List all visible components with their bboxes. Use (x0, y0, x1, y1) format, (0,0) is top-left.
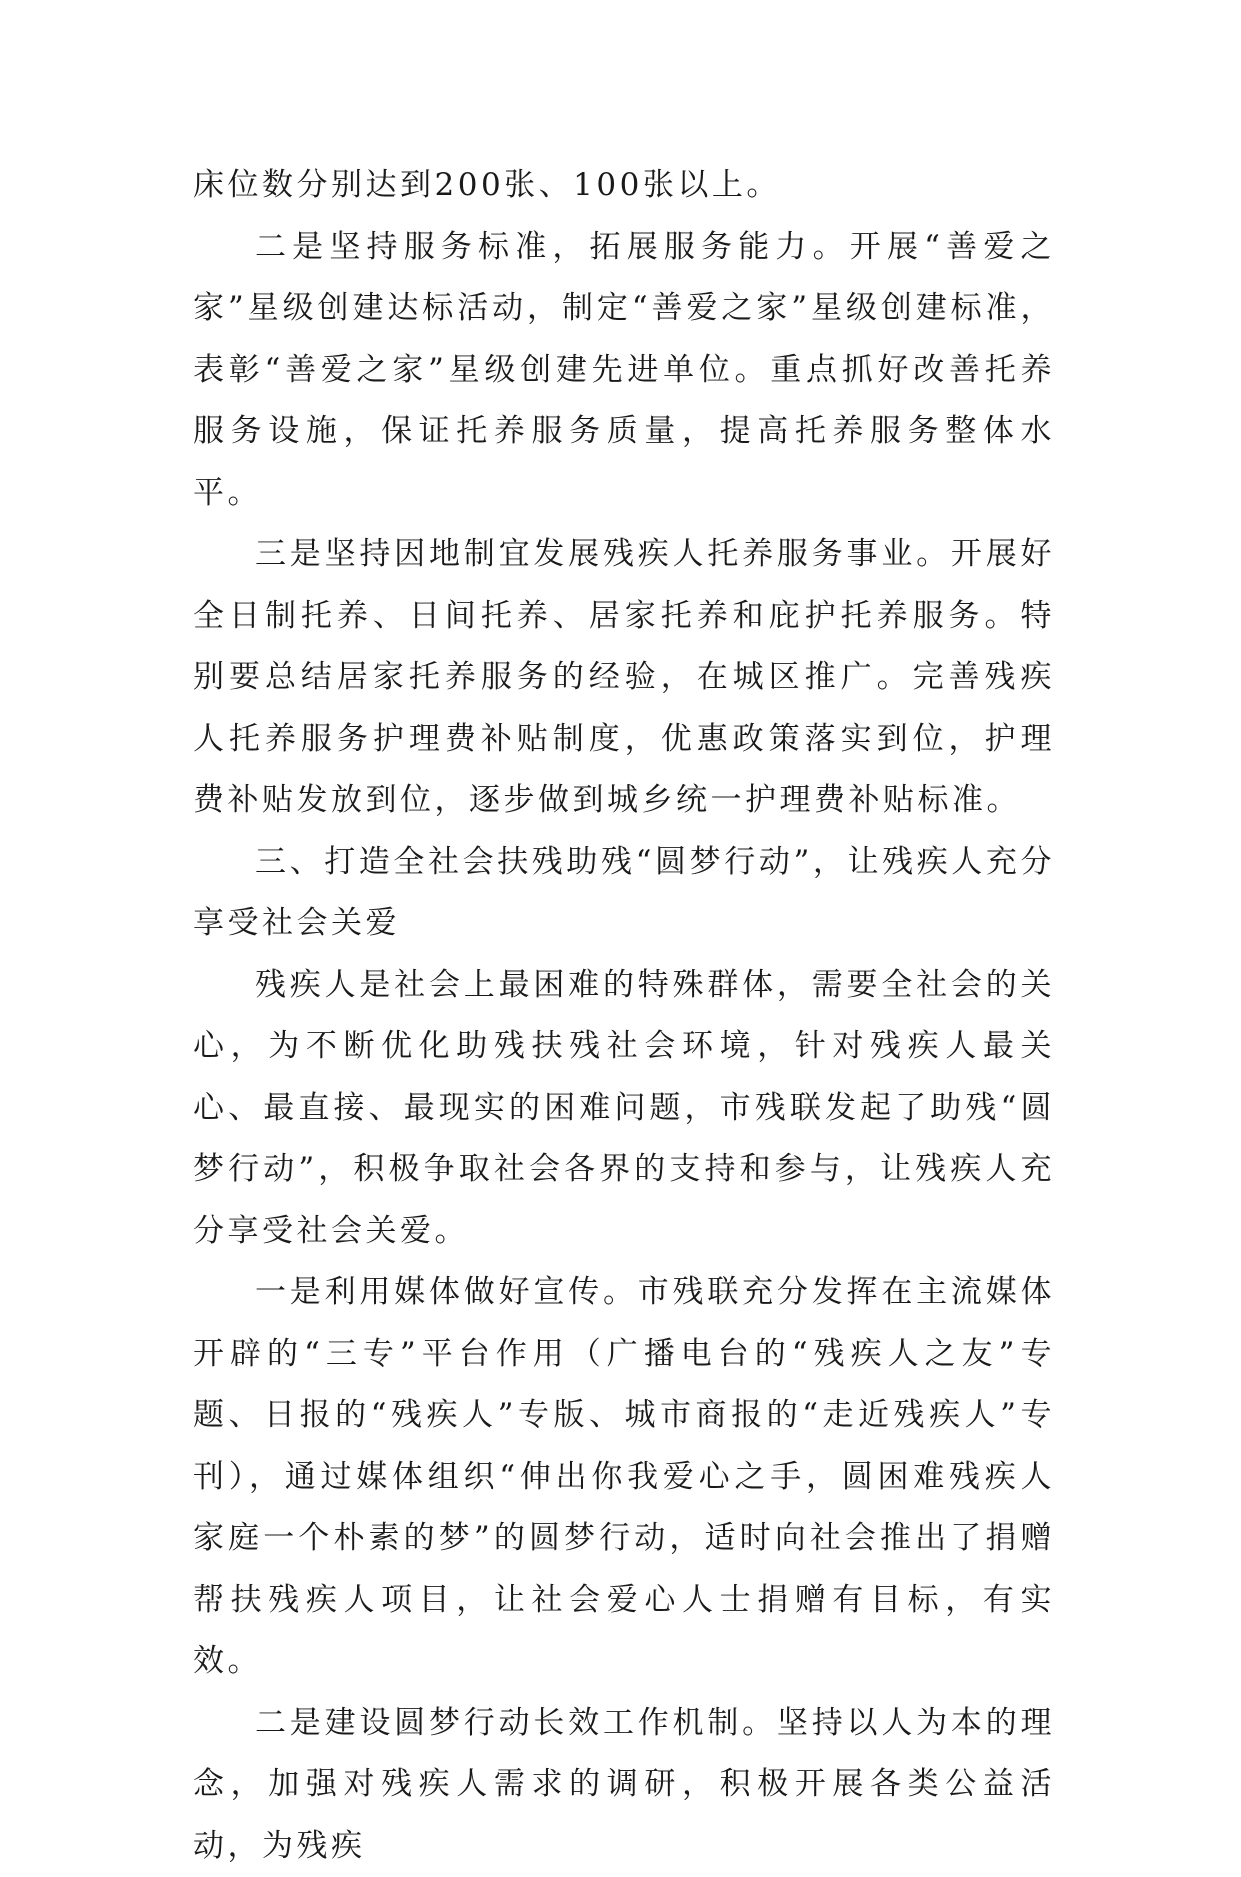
paragraph-continuation: 床位数分别达到200张、100张以上。 (193, 155, 1055, 217)
paragraph-media-publicity: 一是利用媒体做好宣传。市残联充分发挥在主流媒体开辟的“三专”平台作用（广播电台的“残疾人之友”专题、日报的“残疾人”专版、城市商报的“走近残疾人”专刊），通过媒体组织“伸出你我爱心之手，圆困难残疾人家庭一个朴素的梦”的圆梦行动，适时向社会推出了捐赠帮扶残疾人项目，让社会爱心人士捐赠有目标，有实效。 (193, 1262, 1055, 1693)
document-body (193, 155, 1055, 1877)
paragraph-long-term-mechanism: 二是建设圆梦行动长效工作机制。坚持以人为本的理念，加强对残疾人需求的调研，积极开展各类公益活动，为残疾 (193, 1693, 1055, 1877)
paragraph-service-standards: 二是坚持服务标准，拓展服务能力。开展“善爱之家”星级创建达标活动，制定“善爱之家”星级创建标准，表彰“善爱之家”星级创建先进单位。重点抓好改善托养服务设施，保证托养服务质量，提高托养服务整体水平。 (193, 217, 1055, 525)
section-heading-dream-action: 三、打造全社会扶残助残“圆梦行动”，让残疾人充分享受社会关爱 (193, 832, 1055, 955)
paragraph-local-care-services: 三是坚持因地制宜发展残疾人托养服务事业。开展好全日制托养、日间托养、居家托养和庇护托养服务。特别要总结居家托养服务的经验，在城区推广。完善残疾人托养服务护理费补贴制度，优惠政策落实到位，护理费补贴发放到位，逐步做到城乡统一护理费补贴标准。 (193, 524, 1055, 832)
paragraph-social-care: 残疾人是社会上最困难的特殊群体，需要全社会的关心，为不断优化助残扶残社会环境，针对残疾人最关心、最直接、最现实的困难问题，市残联发起了助残“圆梦行动”，积极争取社会各界的支持和参与，让残疾人充分享受社会关爱。 (193, 955, 1055, 1263)
